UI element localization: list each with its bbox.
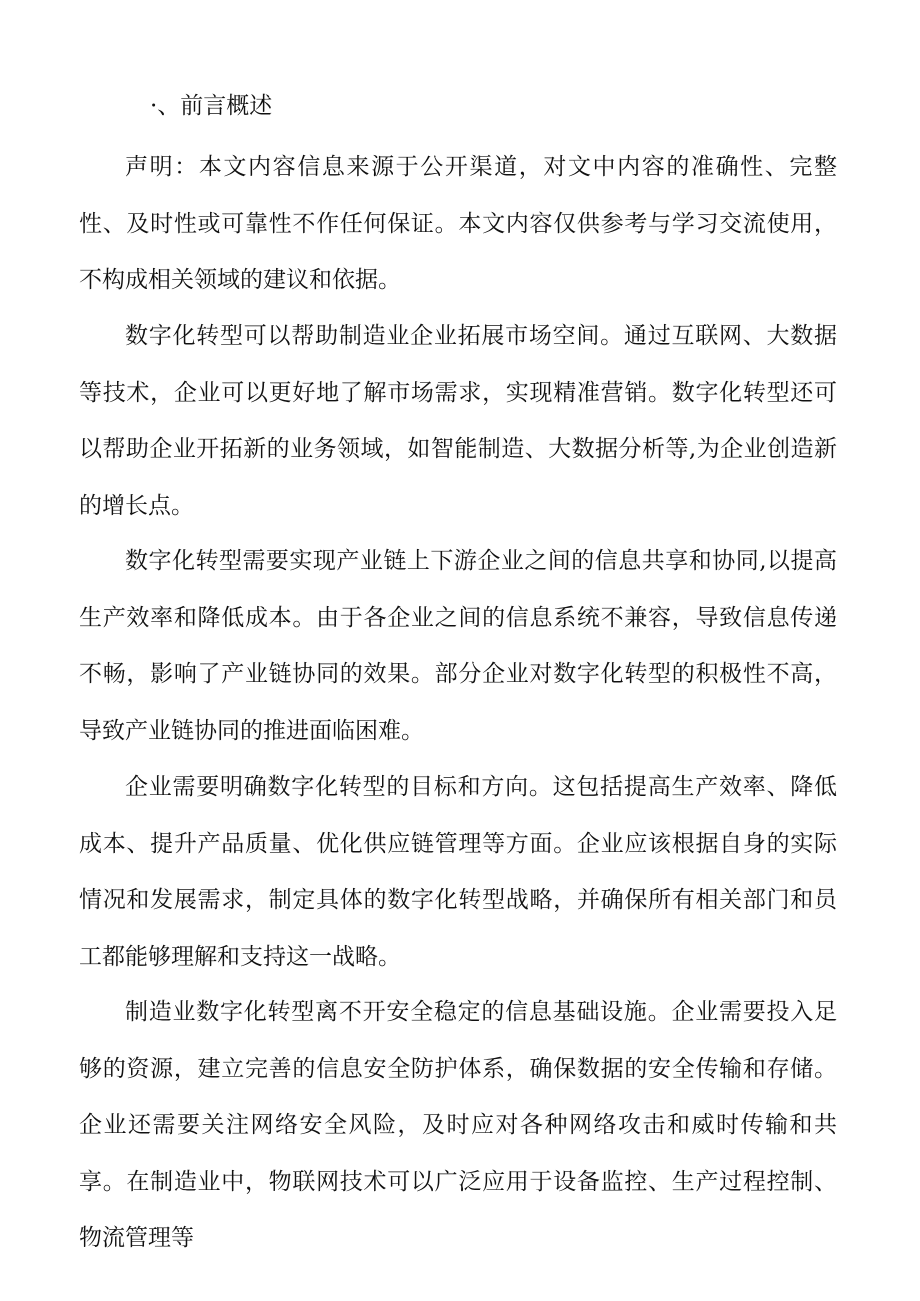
- paragraph-supply-chain-collaboration: 数字化转型需要实现产业链上下游企业之间的信息共享和协同,以提高生产效率和降低成本。由于各企业之间的信息系统不兼容，导致信息传递不畅，影响了产业链协同的效果。部分企业对数字化转型的积极性不高，导致产业链协同的推进面临困难。: [79, 548, 837, 744]
- paragraph-goals-direction: 企业需要明确数字化转型的目标和方向。这包括提高生产效率、降低成本、提升产品质量、优化供应链管理等方面。企业应该根据自身的实际情况和发展需求，制定具体的数字化转型战略，并确保所有相关部门和员工都能够理解和支持这一战略。: [79, 774, 837, 970]
- paragraph-disclaimer: 声明：本文内容信息来源于公开渠道，对文中内容的准确性、完整性、及时性或可靠性不作任何保证。本文内容仅供参考与学习交流使用，不构成相关领域的建议和依据。: [79, 154, 837, 293]
- paragraph-market-expansion: 数字化转型可以帮助制造业企业拓展市场空间。通过互联网、大数据等技术，企业可以更好地了解市场需求，实现精准营销。数字化转型还可以帮助企业开拓新的业务领域，如智能制造、大数据分析等,为企业创造新的增长点。: [79, 323, 837, 519]
- section-heading: ·、前言概述: [150, 93, 273, 119]
- paragraph-infrastructure-security: 制造业数字化转型离不开安全稳定的信息基础设施。企业需要投入足够的资源，建立完善的信息安全防护体系，确保数据的安全传输和存储。企业还需要关注网络安全风险，及时应对各种网络攻击和威时传输和共享。在制造业中，物联网技术可以广泛应用于设备监控、生产过程控制、物流管理等: [79, 999, 837, 1251]
